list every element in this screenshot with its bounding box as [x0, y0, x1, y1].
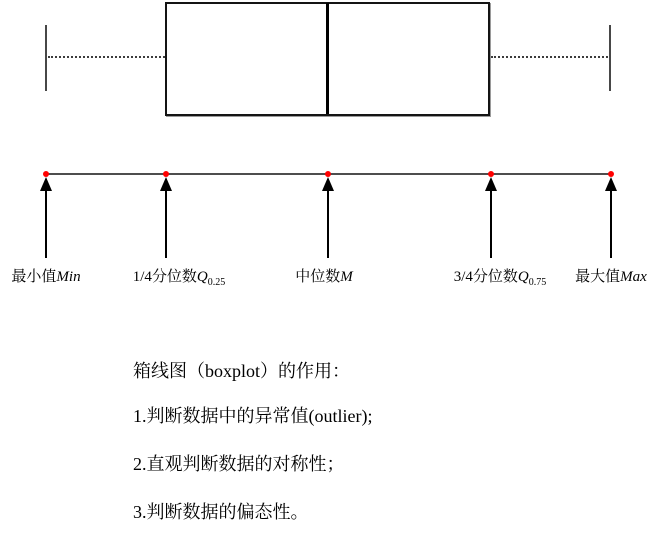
axis-label-min: [11, 267, 80, 287]
arrow-shaft: [490, 189, 492, 258]
label-subscript: 0.25: [207, 277, 226, 288]
label-variable: Q: [517, 269, 529, 285]
notes-title: 箱线图（boxplot）的作用：: [133, 361, 351, 381]
label-prefix: 中位数: [295, 269, 341, 285]
label-subscript: 0.75: [528, 277, 547, 288]
label-variable: Max: [620, 269, 647, 285]
axis-label-median: [295, 267, 353, 287]
note-item-3: 3.判断数据的偏态性。: [133, 502, 309, 522]
note-item-1: 1.判断数据中的异常值(outlier);: [133, 406, 373, 426]
left-whisker-dotted-line: [48, 56, 165, 58]
right-whisker-dotted-line: [491, 56, 608, 58]
label-variable: Q: [196, 269, 208, 285]
arrow-shaft: [610, 189, 612, 258]
label-prefix: 最大值: [575, 269, 621, 285]
median-line: [326, 3, 329, 114]
label-variable: M: [340, 269, 353, 285]
axis-label-max: [575, 267, 647, 287]
arrow-shaft: [327, 189, 329, 258]
max-whisker-cap: [609, 25, 611, 91]
label-prefix: 1/4分位数: [132, 269, 197, 285]
arrow-shaft: [45, 189, 47, 258]
min-whisker-cap: [45, 25, 47, 91]
label-variable: Min: [56, 269, 81, 285]
axis-label-q1: [133, 267, 226, 287]
arrow-shaft: [165, 189, 167, 258]
label-prefix: 最小值: [11, 269, 57, 285]
axis-label-q3: [454, 267, 547, 287]
label-prefix: 3/4分位数: [453, 269, 518, 285]
note-item-2: 2.直观判断数据的对称性；: [133, 454, 345, 474]
